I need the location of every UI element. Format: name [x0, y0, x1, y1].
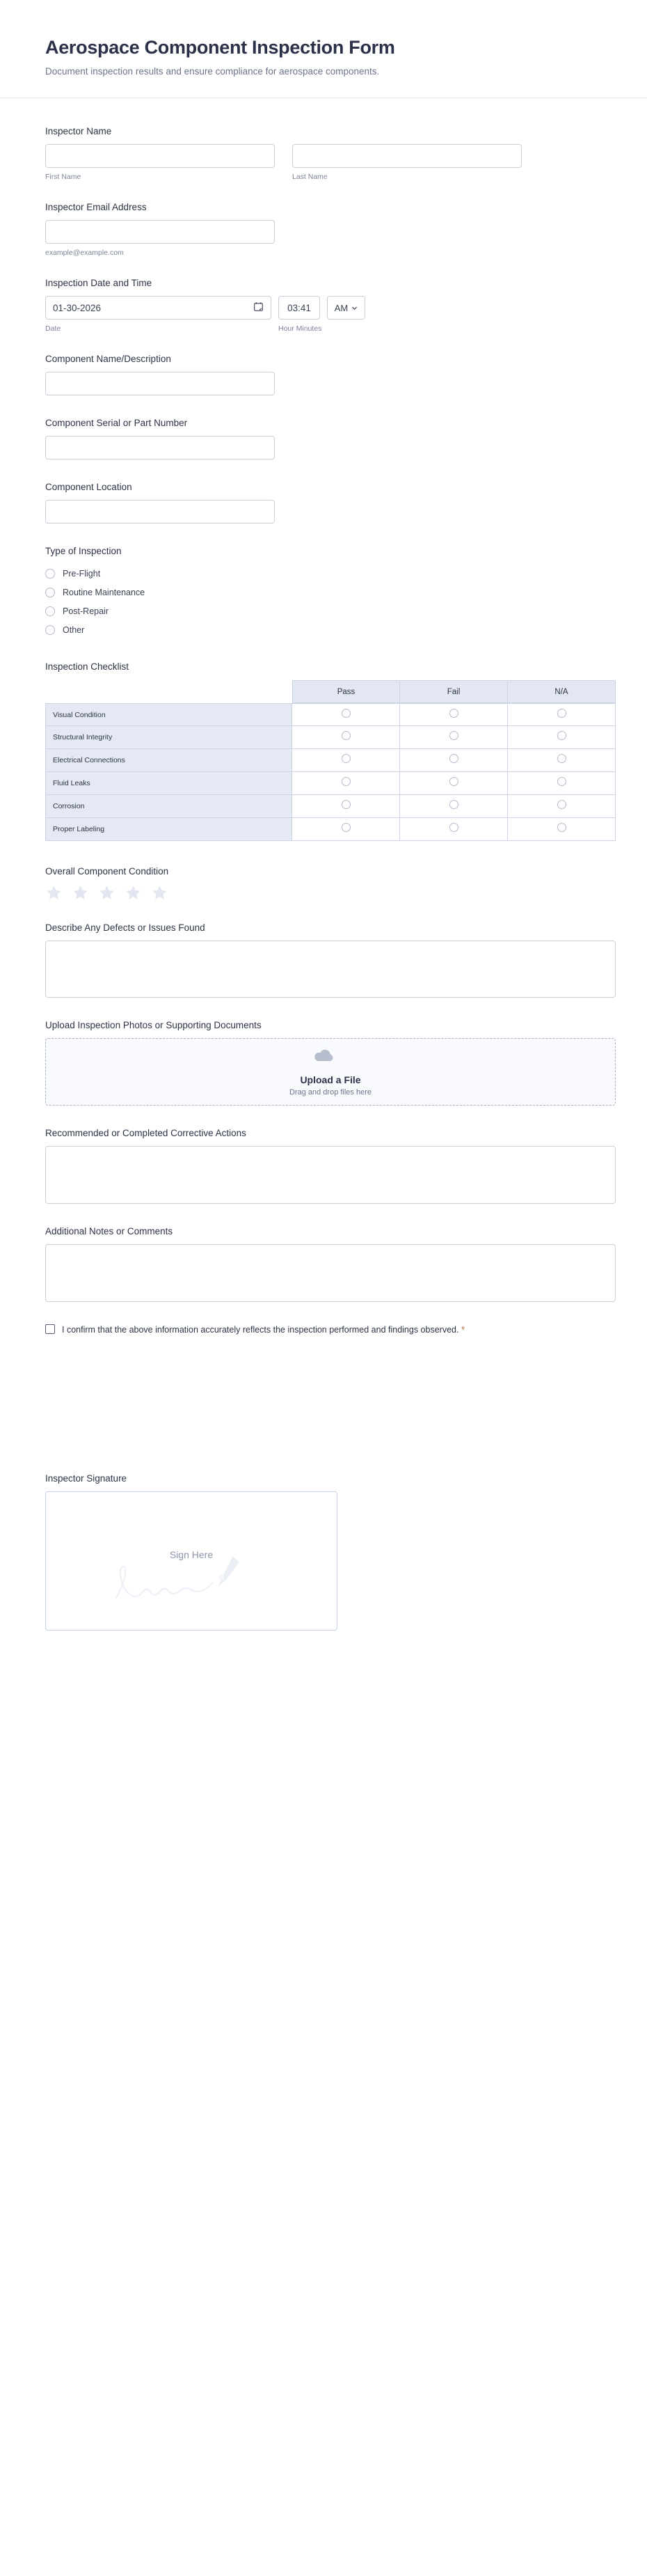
matrix-cell-pass[interactable]	[292, 703, 400, 726]
required-asterisk: *	[461, 1324, 465, 1335]
radio-label: Pre-Flight	[63, 568, 101, 579]
radio-icon[interactable]	[45, 569, 55, 579]
radio-icon[interactable]	[557, 731, 566, 740]
first-name-input[interactable]	[45, 144, 275, 168]
signature-swirl-icon	[112, 1562, 227, 1607]
page-title: Aerospace Component Inspection Form	[45, 37, 395, 58]
matrix-row-label: Proper Labeling	[45, 818, 292, 841]
table-row	[45, 772, 616, 795]
matrix-cell-pass[interactable]	[292, 726, 400, 749]
matrix-row-label: Corrosion	[45, 795, 292, 818]
field-component-name	[45, 354, 602, 395]
radio-icon[interactable]	[342, 777, 351, 786]
signature-placeholder: Sign Here	[169, 1548, 214, 1560]
radio-icon[interactable]	[449, 777, 458, 786]
radio-option-post-repair[interactable]	[45, 602, 602, 620]
last-name-group	[292, 144, 522, 181]
radio-icon[interactable]	[557, 754, 566, 763]
component-serial-input[interactable]	[45, 436, 275, 460]
radio-label: Routine Maintenance	[63, 587, 145, 597]
radio-icon[interactable]	[557, 800, 566, 809]
field-inspector-email	[45, 202, 602, 257]
table-row	[45, 749, 616, 772]
ampm-value: AM	[334, 302, 349, 313]
inspection-type-label: Type of Inspection	[45, 546, 122, 557]
matrix-column-fail: Fail	[400, 680, 508, 703]
table-row	[45, 703, 616, 726]
radio-option-other[interactable]	[45, 620, 602, 639]
radio-label: Post-Repair	[63, 606, 109, 616]
radio-icon[interactable]	[45, 606, 55, 616]
corrective-actions-label: Recommended or Completed Corrective Actions	[45, 1128, 246, 1139]
field-signature	[45, 1473, 602, 1631]
matrix-cell-fail[interactable]	[400, 772, 508, 795]
matrix-row-label: Structural Integrity	[45, 726, 292, 749]
inspection-date-value: 01-30-2026	[53, 302, 102, 313]
page-subtitle: Document inspection results and ensure compliance for aerospace components.	[45, 66, 380, 77]
upload-label: Upload Inspection Photos or Supporting Documents	[45, 1020, 262, 1031]
radio-icon[interactable]	[45, 625, 55, 635]
radio-icon[interactable]	[449, 709, 458, 718]
inspector-name-label: Inspector Name	[45, 126, 112, 137]
additional-notes-textarea[interactable]	[45, 1244, 616, 1302]
field-overall-condition	[45, 866, 602, 902]
matrix-cell-na[interactable]	[508, 749, 616, 772]
matrix-cell-fail[interactable]	[400, 795, 508, 818]
defects-label: Describe Any Defects or Issues Found	[45, 922, 205, 934]
star-rating[interactable]	[45, 884, 602, 902]
confirmation-checkbox[interactable]	[45, 1324, 55, 1334]
form-header	[0, 0, 647, 97]
radio-option-pre-flight[interactable]	[45, 564, 602, 583]
form-body	[0, 98, 647, 1630]
confirmation-label	[62, 1323, 465, 1337]
confirmation-row[interactable]	[45, 1323, 602, 1337]
matrix-cell-na[interactable]	[508, 726, 616, 749]
star-icon[interactable]	[45, 884, 63, 902]
component-location-label: Component Location	[45, 482, 132, 493]
inspector-email-label: Inspector Email Address	[45, 202, 147, 213]
chevron-down-icon	[351, 303, 358, 313]
upload-title: Upload a File	[300, 1074, 361, 1086]
inspector-email-input[interactable]	[45, 220, 275, 244]
field-component-serial	[45, 418, 602, 460]
inspector-name-row	[45, 144, 602, 181]
inspection-date-input[interactable]	[45, 296, 271, 320]
matrix-cell-pass[interactable]	[292, 818, 400, 841]
component-name-input[interactable]	[45, 372, 275, 395]
radio-icon[interactable]	[342, 731, 351, 740]
datetime-sublabels	[45, 324, 602, 333]
signature-label: Inspector Signature	[45, 1472, 127, 1484]
component-name-label: Component Name/Description	[45, 354, 171, 365]
matrix-cell-fail[interactable]	[400, 749, 508, 772]
table-row	[45, 726, 616, 749]
field-inspection-type	[45, 546, 602, 639]
ampm-select[interactable]	[327, 296, 365, 320]
field-additional-notes	[45, 1226, 602, 1302]
datetime-row	[45, 296, 602, 320]
signature-placeholder-row	[46, 1549, 337, 1560]
additional-notes-label: Additional Notes or Comments	[45, 1226, 173, 1237]
matrix-cell-pass[interactable]	[292, 772, 400, 795]
matrix-cell-fail[interactable]	[400, 726, 508, 749]
matrix-cell-fail[interactable]	[400, 703, 508, 726]
radio-icon[interactable]	[342, 754, 351, 763]
last-name-sublabel: Last Name	[292, 173, 328, 182]
matrix-cell-na[interactable]	[508, 818, 616, 841]
radio-option-routine-maintenance[interactable]	[45, 583, 602, 602]
cloud-upload-icon	[313, 1047, 348, 1069]
matrix-column-na: N/A	[508, 680, 616, 703]
field-inspector-name	[45, 126, 602, 181]
radio-icon[interactable]	[557, 823, 566, 832]
matrix-cell-pass[interactable]	[292, 795, 400, 818]
component-serial-label: Component Serial or Part Number	[45, 418, 188, 429]
component-location-input[interactable]	[45, 500, 275, 524]
corrective-actions-textarea[interactable]	[45, 1146, 616, 1204]
radio-icon[interactable]	[45, 588, 55, 597]
first-name-sublabel: First Name	[45, 173, 81, 182]
radio-icon[interactable]	[557, 709, 566, 718]
matrix-column-pass: Pass	[292, 680, 400, 703]
file-dropzone[interactable]	[45, 1038, 616, 1106]
matrix-cell-na[interactable]	[508, 703, 616, 726]
table-row	[45, 795, 616, 818]
inspector-email-sublabel: example@example.com	[45, 249, 124, 258]
matrix-cell-fail[interactable]	[400, 818, 508, 841]
time-sublabel: Hour Minutes	[278, 324, 322, 333]
inspection-datetime-label: Inspection Date and Time	[45, 278, 152, 289]
matrix-cell-pass[interactable]	[292, 749, 400, 772]
last-name-input[interactable]	[292, 144, 522, 168]
upload-hint: Drag and drop files here	[289, 1088, 372, 1097]
matrix-row-label: Fluid Leaks	[45, 772, 292, 795]
matrix-cell-na[interactable]	[508, 772, 616, 795]
matrix-header-row	[45, 680, 616, 703]
field-upload	[45, 1020, 602, 1106]
star-icon[interactable]	[125, 884, 142, 902]
star-icon[interactable]	[98, 884, 115, 902]
matrix-cell-na[interactable]	[508, 795, 616, 818]
radio-icon[interactable]	[449, 731, 458, 740]
radio-label: Other	[63, 625, 85, 635]
inspection-checklist-label: Inspection Checklist	[45, 661, 129, 673]
inspection-time-input[interactable]: 03:41	[278, 296, 320, 320]
matrix-row-label: Electrical Connections	[45, 749, 292, 772]
first-name-group	[45, 144, 275, 181]
confirmation-text: I confirm that the above information accurately reflects the inspection performed and findings observed.	[62, 1325, 459, 1335]
radio-icon[interactable]	[449, 754, 458, 763]
overall-condition-label: Overall Component Condition	[45, 866, 169, 877]
radio-icon[interactable]	[342, 823, 351, 832]
calendar-icon[interactable]	[253, 301, 264, 314]
radio-icon[interactable]	[449, 823, 458, 832]
field-defects	[45, 922, 602, 998]
field-corrective-actions	[45, 1128, 602, 1204]
matrix-row-label: Visual Condition	[45, 703, 292, 726]
radio-icon[interactable]	[342, 800, 351, 809]
checklist-matrix	[45, 680, 616, 841]
table-row	[45, 818, 616, 841]
field-inspection-checklist	[45, 661, 602, 841]
star-icon[interactable]	[151, 884, 168, 902]
matrix-corner	[45, 680, 292, 703]
radio-icon[interactable]	[342, 709, 351, 718]
date-sublabel: Date	[45, 324, 61, 333]
signature-pad[interactable]	[45, 1491, 337, 1631]
field-inspection-datetime	[45, 278, 602, 333]
star-icon[interactable]	[72, 884, 89, 902]
defects-textarea[interactable]	[45, 941, 616, 998]
pen-nib-icon	[211, 1555, 241, 1594]
radio-icon[interactable]	[449, 800, 458, 809]
radio-icon[interactable]	[557, 777, 566, 786]
inspection-type-options	[45, 564, 602, 639]
field-component-location	[45, 482, 602, 524]
